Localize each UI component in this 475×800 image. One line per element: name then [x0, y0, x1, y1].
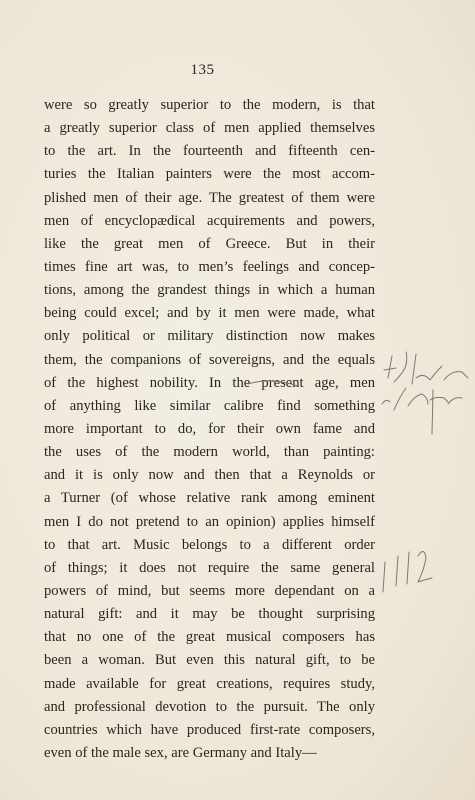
text-line: to the art. In the fourteenth and fifteenth cen- — [44, 143, 375, 160]
text-line: of anything like similar calibre find something — [44, 397, 375, 414]
text-line: and professional devotion to the pursuit. The only — [44, 698, 375, 715]
text-line: only political or military distinction now makes — [44, 328, 375, 345]
margin-note-scribble — [382, 388, 462, 410]
text-line: turies the Italian painters were the most accom- — [44, 166, 375, 183]
text-line: even of the male sex, are Germany and Italy— — [44, 744, 317, 761]
text-line: been a woman. But even this natural gift, to be — [44, 652, 375, 669]
text-line: men I do not pretend to an opinion) applies himself — [44, 513, 375, 530]
margin-tick — [432, 390, 433, 434]
body-text — [44, 94, 375, 765]
margin-note-scribble — [384, 352, 468, 384]
text-line: a Turner (of whose relative rank among eminent — [44, 490, 375, 507]
text-line: men of encyclopædical acquirements and powers, — [44, 212, 375, 229]
text-line: them, the companions of sovereigns, and the equals — [44, 351, 375, 368]
text-line: more important to do, for their own fame and — [44, 420, 375, 437]
text-line: the uses of the modern world, than painting: — [44, 444, 375, 461]
text-line: natural gift: and it may be thought surprising — [44, 606, 375, 623]
text-line: and it is only now and then that a Reynolds or — [44, 467, 375, 484]
text-line: made available for great creations, requires study, — [44, 675, 375, 692]
text-line: of the highest nobility. In the present age, men — [44, 374, 375, 391]
text-line: being could excel; and by it men were made, what — [44, 305, 375, 322]
text-line: were so greatly superior to the modern, is that — [44, 97, 375, 113]
text-line: of things; it does not require the same general — [44, 559, 375, 576]
text-line: to that art. Music belongs to a different order — [44, 536, 375, 553]
text-line: times fine art was, to men’s feelings and concep- — [44, 258, 375, 275]
margin-note-scribble — [383, 551, 432, 592]
text-line: a greatly superior class of men applied themselves — [44, 120, 375, 137]
text-line: countries which have produced first-rate composers, — [44, 721, 375, 738]
text-line: that no one of the great musical composers has — [44, 629, 375, 646]
text-line: plished men of their age. The greatest of them were — [44, 189, 375, 206]
text-line: powers of mind, but seems more dependant on a — [44, 582, 375, 599]
text-line: like the great men of Greece. But in their — [44, 235, 375, 252]
text-line: tions, among the grandest things in which a human — [44, 282, 375, 299]
page-number: 135 — [190, 62, 215, 78]
